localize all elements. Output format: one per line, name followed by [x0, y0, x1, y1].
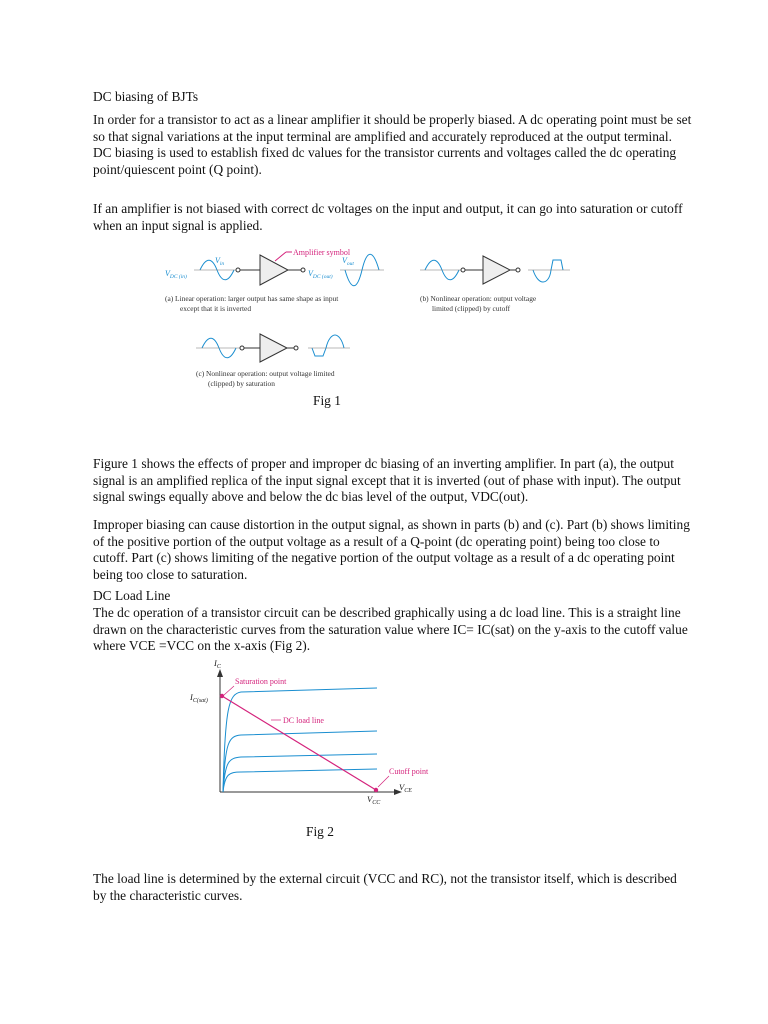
fig1b-caption-line2: limited (clipped) by cutoff	[432, 304, 511, 313]
unbiased-paragraph: If an amplifier is not biased with correct dc voltages on the input and output, it can go into saturation or cutoff when an input signal is applied.	[93, 201, 683, 233]
figure-1-caption: Fig 1	[313, 393, 341, 408]
fig1a-caption-line2: except that it is inverted	[180, 304, 252, 313]
svg-text:VDC (in): $V_{DC (in)}$	[165, 269, 187, 280]
figure-2	[185, 656, 445, 816]
fig1b-clipped-output	[533, 260, 563, 282]
fig2-dc-load-line	[222, 696, 376, 790]
figure-1	[160, 243, 580, 393]
fig2-curve-4	[223, 769, 377, 792]
intro-paragraph: In order for a transistor to act as a linear amplifier it should be properly biased. A dc operating point must be set so that signal variations at the input terminal are amplified and accurately reproduced at the output terminal. DC biasing is used to establish fixed dc values for the transistor currents and voltages called the dc operating point/quiescent point (Q point).	[93, 112, 692, 177]
figure-1-discussion: Figure 1 shows the effects of proper and improper dc biasing of an inverting amplifier. In part (a), the output signal is an amplified replica of the input signal except that it is inverted (out of phase with input). The output signal swings equally above and below the dc bias level of the output, VDC(out).	[93, 456, 681, 505]
fig1c-amplifier-triangle	[260, 334, 287, 362]
fig1b-caption-line1: (b) Nonlinear operation: output voltage	[420, 294, 537, 303]
load-line-heading: DC Load Line	[93, 588, 171, 603]
amplifier-symbol-label: Amplifier symbol	[293, 248, 351, 257]
fig2-curve-2	[223, 731, 377, 792]
document-title: DC biasing of BJTs	[93, 89, 199, 104]
fig1c-caption-line2: (clipped) by saturation	[208, 379, 275, 388]
saturation-point-label: Saturation point	[235, 677, 287, 686]
ic-axis-label: $I_C$	[214, 658, 221, 670]
svg-text:Vin: $V_{in}$	[215, 256, 225, 267]
saturation-point-marker	[220, 694, 224, 698]
figure-2-caption: Fig 2	[306, 824, 334, 839]
dc-load-line-label: DC load line	[283, 716, 324, 725]
improper-biasing-paragraph: Improper biasing can cause distortion in the output signal, as shown in parts (b) and (c). Part (b) shows limiting of the positive portion of the output voltage as a result of a Q-point (dc operating point) being too close to cutoff. Part (c) shows limiting of the negative portion of the output voltage as a result of a dc operating point being too close to saturation.	[93, 517, 690, 582]
load-line-paragraph: The dc operation of a transistor circuit can be described graphically using a dc load line. This is a straight line drawn on the characteristic curves from the saturation value where IC= IC(sat) on the y-axis to the cutoff value where VCE =VCC on the x-axis (Fig 2).	[93, 605, 688, 654]
fig1b-amplifier-triangle	[483, 256, 510, 284]
fig1c-clipped-output	[312, 335, 344, 356]
fig2-curve-3	[223, 754, 377, 792]
icsat-label: $I_{C(sat)}$	[190, 692, 208, 704]
svg-text:Vout: $V_{out}$	[342, 256, 354, 267]
vcc-label: $V_{CC}$	[367, 794, 381, 806]
fig1a-amplifier-triangle	[260, 255, 288, 285]
svg-text:VDC (out): $V_{DC (out)}$	[308, 269, 333, 280]
fig1a-caption-line1: (a) Linear operation: larger output has same shape as input	[165, 294, 339, 303]
fig1c-caption-line1: (c) Nonlinear operation: output voltage limited	[196, 369, 335, 378]
cutoff-point-label: Cutoff point	[389, 767, 429, 776]
vce-axis-label: $V_{CE}$	[399, 782, 412, 794]
load-line-conclusion: The load line is determined by the external circuit (VCC and RC), not the transistor itself, which is described by the characteristic curves.	[93, 871, 677, 903]
cutoff-point-marker	[374, 788, 378, 792]
